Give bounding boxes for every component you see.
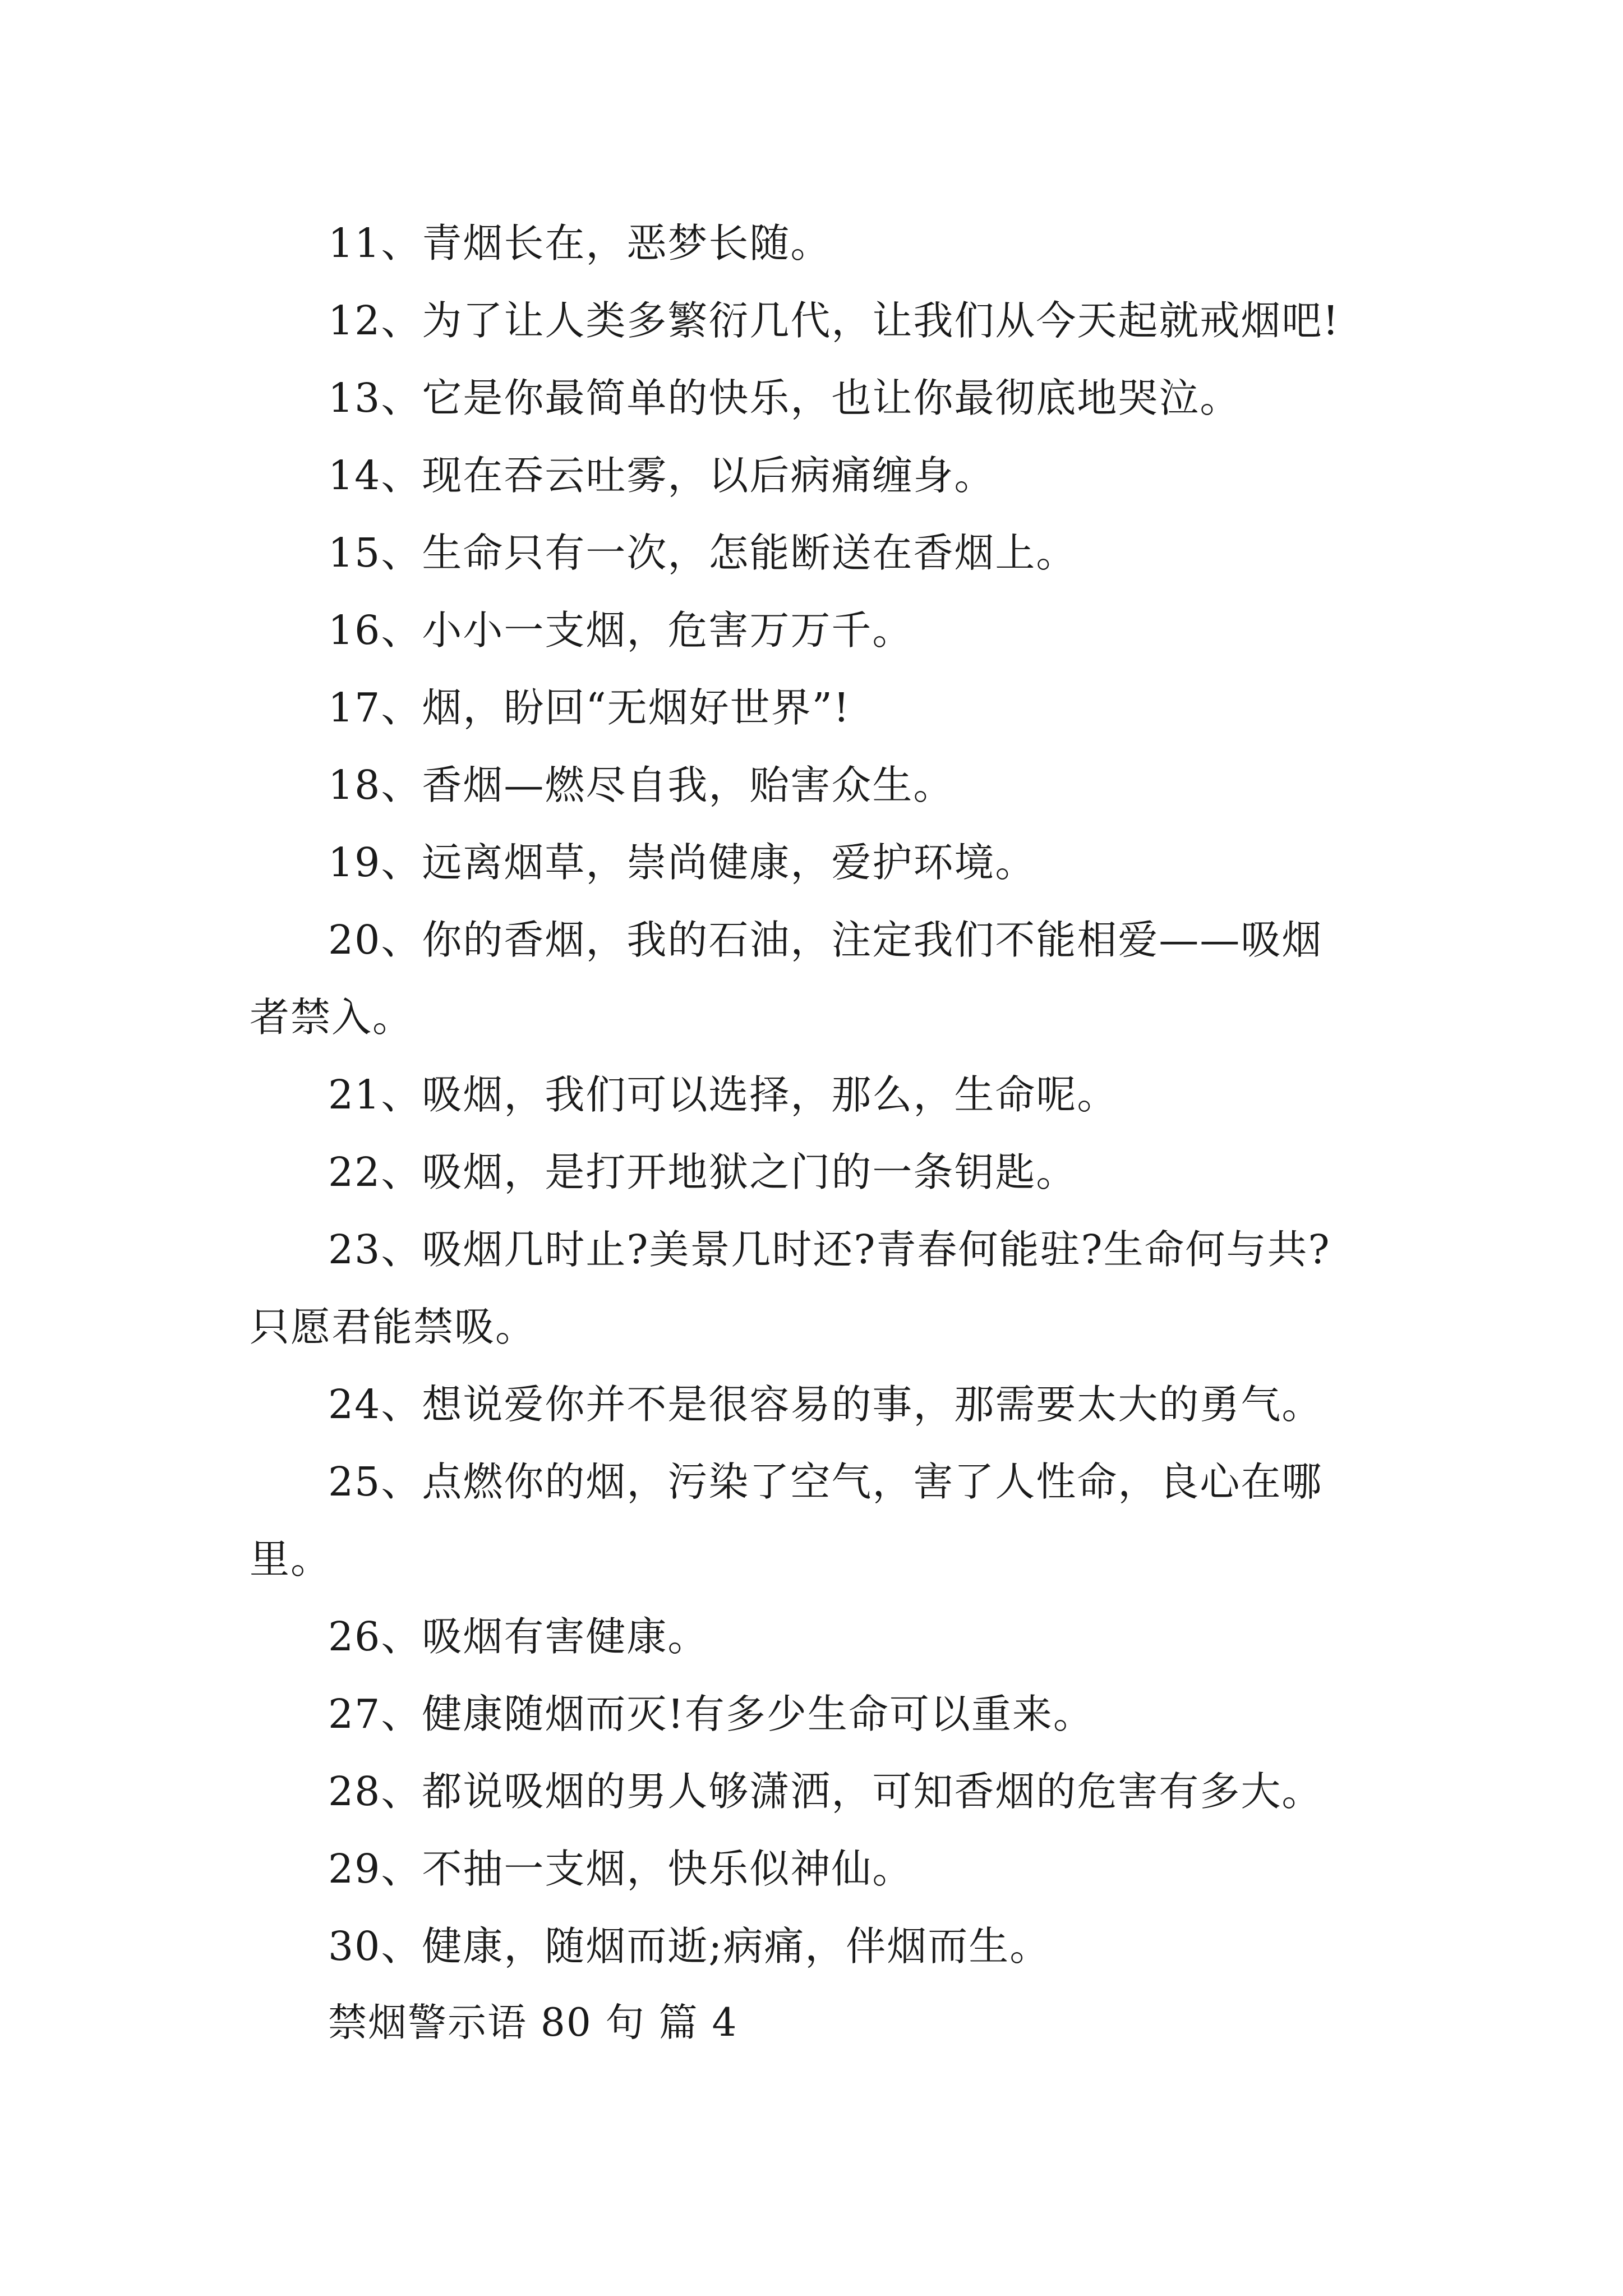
slogan-item-24: 24、想说爱你并不是很容易的事，那需要太大的勇气。 [328,1381,1323,1428]
slogan-item-15: 15、生命只有一次，怎能断送在香烟上。 [328,530,1077,576]
slogan-item-28: 28、都说吸烟的男人够潇洒，可知香烟的危害有多大。 [328,1768,1323,1815]
slogan-item-30: 30、健康，随烟而逝;病痛，伴烟而生。 [328,1923,1051,1970]
slogan-item-29: 29、不抽一支烟，快乐似神仙。 [328,1846,914,1892]
slogan-item-16: 16、小小一支烟，危害万万千。 [328,607,914,654]
section-heading: 禁烟警示语 80 句 篇 4 [328,2000,738,2045]
slogan-item-27: 27、健康随烟而灭!有多少生命可以重来。 [328,1691,1094,1737]
slogan-item-12: 12、为了让人类多繁衍几代，让我们从今天起就戒烟吧! [328,297,1340,344]
slogan-item-20: 20、你的香烟，我的石油，注定我们不能相爱——吸烟 [328,917,1323,963]
slogan-item-21: 21、吸烟，我们可以选择，那么，生命呢。 [328,1071,1118,1118]
slogan-item-11: 11、青烟长在，恶梦长随。 [328,220,832,266]
slogan-item-19: 19、远离烟草，崇尚健康，爱护环境。 [328,839,1036,886]
slogan-item-18: 18、香烟—燃尽自我，贻害众生。 [328,762,955,808]
slogan-item-22: 22、吸烟，是打开地狱之门的一条钥匙。 [328,1149,1077,1195]
slogan-item-17: 17、烟，盼回“无烟好世界”! [328,684,851,731]
slogan-item-26: 26、吸烟有害健康。 [328,1613,709,1660]
slogan-item-25: 25、点燃你的烟，污染了空气，害了人性命，良心在哪 [328,1458,1323,1505]
slogan-item-23: 23、吸烟几时止?美景几时还?青春何能驻?生命何与共? [328,1226,1331,1273]
slogan-item-25-continuation: 里。 [250,1536,332,1582]
slogan-item-23-continuation: 只愿君能禁吸。 [250,1304,537,1350]
slogan-item-14: 14、现在吞云吐雾，以后病痛缠身。 [328,452,995,499]
slogan-item-13: 13、它是你最简单的快乐，也让你最彻底地哭泣。 [328,375,1241,421]
slogan-item-20-continuation: 者禁入。 [250,994,414,1041]
